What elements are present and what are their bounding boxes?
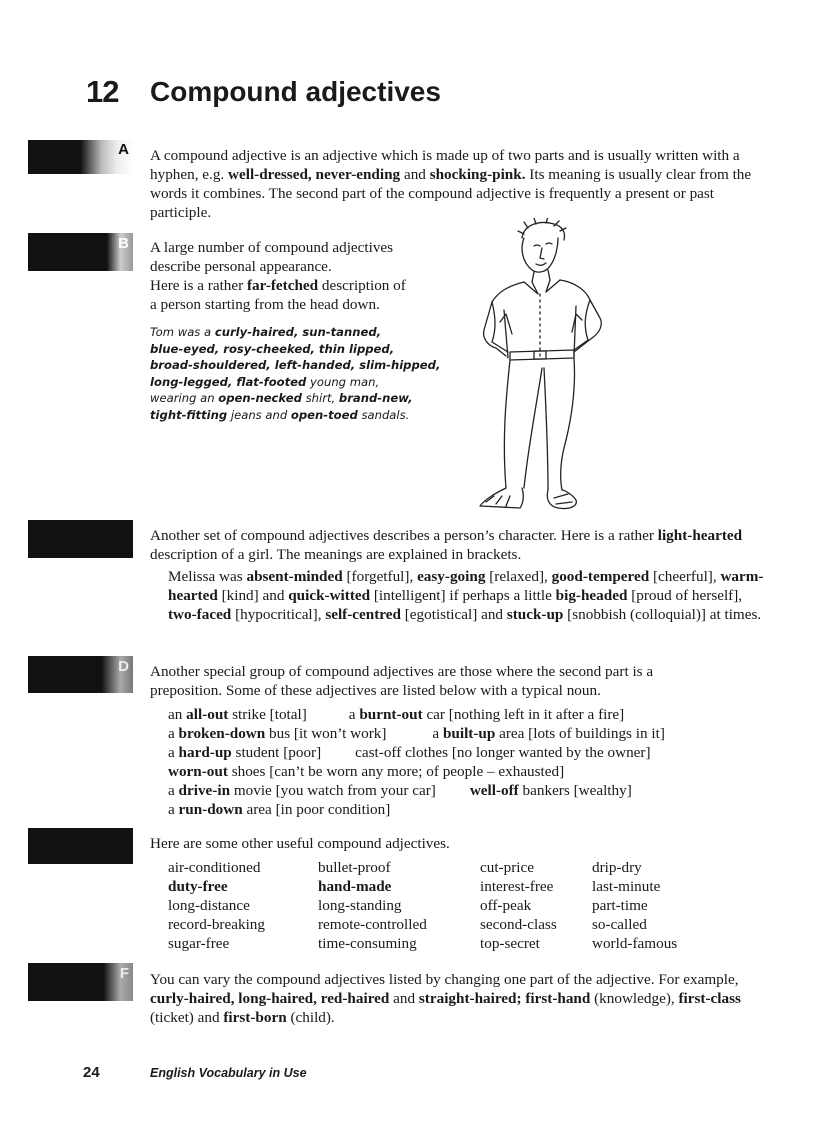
- table-cell: world-famous: [592, 935, 678, 952]
- character-text: [kind] and: [217, 587, 289, 604]
- example-text: an: [168, 706, 187, 723]
- example-text: area [in poor condition]: [242, 801, 391, 818]
- list-item: [168, 743, 768, 762]
- character-text: [forgetful],: [342, 568, 418, 585]
- list-item: [168, 781, 768, 800]
- table-cell: time-consuming: [318, 935, 417, 952]
- table-cell: last-minute: [592, 878, 661, 895]
- section-tab-f: [28, 963, 133, 1001]
- table-cell: remote-controlled: [318, 916, 427, 933]
- section-label-b: B: [118, 235, 129, 252]
- section-label-f: F: [119, 965, 129, 982]
- example-text: a: [168, 725, 179, 742]
- page-title: Compound adjectives: [150, 76, 441, 107]
- example-text: bankers [wealthy]: [518, 782, 632, 799]
- character-text: [hypocritical],: [231, 606, 326, 623]
- section-tab-a: [28, 140, 133, 174]
- character-adjective: easy-going: [417, 568, 486, 585]
- character-adjective: good-tempered: [551, 568, 650, 585]
- table-row: [168, 934, 702, 953]
- section-a-text: A compound adjective is an adjective which is made up of two parts and is usually written with a hyphen, e.g. well-dressed, never-ending and shocking-pink. Its meaning is usually clear from the words it combines. The second part of the compound adjective is frequently a present or past participle.: [150, 147, 752, 221]
- section-tab-c: [28, 520, 133, 558]
- compound-adjective: run-down: [178, 801, 243, 818]
- example-text: student [poor]: [231, 744, 322, 761]
- compound-adjective: well-off: [469, 782, 519, 799]
- section-tab-d: [28, 656, 133, 693]
- example-text: movie [you watch from your car]: [230, 782, 436, 799]
- table-cell: record-breaking: [168, 916, 265, 933]
- table-cell: air-conditioned: [168, 859, 261, 876]
- table-cell: sugar-free: [168, 935, 230, 952]
- table-row: [168, 915, 702, 934]
- character-adjective: warm-hearted: [168, 568, 764, 604]
- character-text: [relaxed],: [485, 568, 552, 585]
- list-item: [168, 705, 768, 724]
- character-adjective: big-headed: [555, 587, 628, 604]
- compound-adjective: broken-down: [178, 725, 266, 742]
- compound-adjective: hard-up: [178, 744, 232, 761]
- example-text: a: [348, 706, 360, 723]
- table-cell: long-standing: [318, 897, 402, 914]
- section-tab-b: [28, 233, 133, 271]
- example-text: a: [432, 725, 443, 742]
- unit-number: 12: [86, 74, 119, 109]
- table-cell: off-peak: [480, 897, 532, 914]
- section-d-intro: Another special group of compound adjectives are those where the second part is a preposition. Some of these adjectives are listed below with a typical noun.: [150, 663, 654, 699]
- section-f-text: You can vary the compound adjectives listed by changing one part of the adjective. For example, curly-haired, long-haired, red-haired and straight-haired; first-hand (knowledge), first-class (ticket) and first-born (child).: [150, 971, 741, 1026]
- table-row: [168, 877, 702, 896]
- character-text: Melissa was: [168, 568, 247, 585]
- example-text: area [lots of buildings in it]: [495, 725, 665, 742]
- compound-adjective: built-up: [442, 725, 496, 742]
- useful-compound-adjectives-table: [168, 858, 702, 953]
- preposition-adjectives-list: [168, 705, 768, 819]
- man-illustration: [462, 218, 622, 512]
- table-cell: second-class: [480, 916, 557, 933]
- section-label-d: D: [118, 658, 129, 675]
- example-text: a: [168, 782, 179, 799]
- section-b-text: A large number of compound adjectives describe personal appearance. Here is a rather far-fetched description of a person starting from the head down.: [150, 239, 406, 313]
- character-adjective: absent-minded: [246, 568, 343, 585]
- table-cell: duty-free: [168, 878, 228, 895]
- compound-adjective: drive-in: [178, 782, 231, 799]
- character-adjective: stuck-up: [506, 606, 564, 623]
- example-text: bus [it won’t work]: [265, 725, 387, 742]
- example-text: cast-off: [355, 744, 402, 761]
- character-text: [cheerful],: [649, 568, 721, 585]
- example-text: clothes [no longer wanted by the owner]: [401, 744, 651, 761]
- character-text: [proud of herself],: [627, 587, 743, 604]
- section-tab-e: [28, 828, 133, 864]
- example-text: car [nothing left in it after a fire]: [422, 706, 625, 723]
- list-item: [168, 724, 768, 743]
- table-cell: drip-dry: [592, 859, 642, 876]
- character-description: [168, 567, 766, 624]
- compound-adjective: worn-out: [168, 763, 228, 780]
- list-item: [168, 800, 768, 819]
- table-cell: part-time: [592, 897, 648, 914]
- table-cell: bullet-proof: [318, 859, 391, 876]
- appearance-example: Tom was a curly-haired, sun-tanned, blue-eyed, rosy-cheeked, thin lipped, broad-shouldered, left-handed, slim-hipped, long-legged, flat-footed young man, wearing an open-necked shirt, brand-new, tight-fitting jeans and open-toed sandals.: [150, 325, 441, 422]
- character-text: [snobbish (colloquial)] at times.: [563, 606, 762, 623]
- character-adjective: quick-witted: [288, 587, 371, 604]
- section-c-intro: Another set of compound adjectives describes a person’s character. Here is a rather light-hearted description of a girl. The meanings are explained in brackets.: [150, 527, 743, 563]
- compound-adjective: all-out: [186, 706, 229, 723]
- table-cell: interest-free: [480, 878, 554, 895]
- character-text: [egotistical] and: [400, 606, 507, 623]
- book-title: English Vocabulary in Use: [150, 1066, 307, 1080]
- page-number: 24: [83, 1064, 100, 1081]
- example-text: strike [total]: [228, 706, 307, 723]
- table-cell: long-distance: [168, 897, 250, 914]
- table-cell: cut-price: [480, 859, 534, 876]
- table-cell: hand-made: [318, 878, 392, 895]
- character-text: [intelligent] if perhaps a little: [370, 587, 556, 604]
- table-row: [168, 858, 702, 877]
- section-label-a: A: [118, 141, 129, 158]
- compound-adjective: burnt-out: [359, 706, 423, 723]
- list-item: [168, 762, 768, 781]
- character-adjective: two-faced: [168, 606, 232, 623]
- character-adjective: self-centred: [325, 606, 401, 623]
- section-e-intro: Here are some other useful compound adjectives.: [150, 835, 450, 852]
- table-cell: so-called: [592, 916, 647, 933]
- example-text: a: [168, 801, 179, 818]
- example-text: a: [168, 744, 179, 761]
- table-cell: top-secret: [480, 935, 540, 952]
- table-row: [168, 896, 702, 915]
- example-text: shoes [can’t be worn any more; of people – exhausted]: [227, 763, 565, 780]
